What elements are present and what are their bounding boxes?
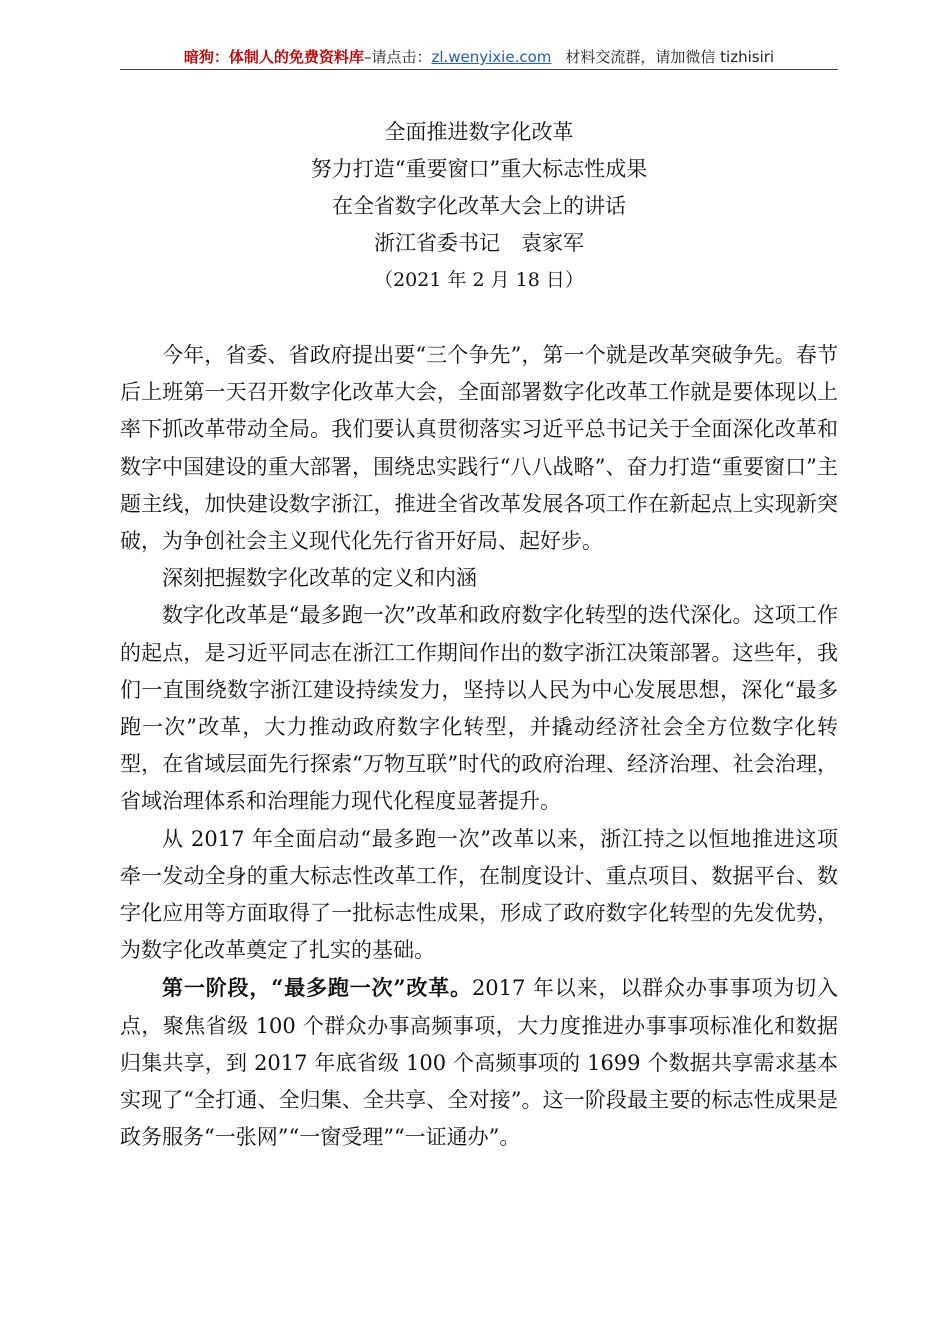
title-line-2: 努力打造“重要窗口”重大标志性成果 <box>310 157 648 181</box>
document-body <box>120 337 838 1156</box>
section-heading: 深刻把握数字化改革的定义和内涵 <box>162 566 477 591</box>
header-group-note: 材料交流群，请加微信 tizhisiri <box>565 48 775 66</box>
paragraph-3: 从 2017 年全面启动“最多跑一次”改革以来，浙江持之以恒地推进这项牵一发动全身的重大标志性改革工作，在制度设计、重点项目、数据平台、数字化应用等方面取得了一批标志性成果，形成了政府数字化转型的先发优势，为数字化改革奠定了扎实的基础。 <box>120 826 838 963</box>
stage-one-label: 第一阶段，“最多跑一次”改革。 <box>162 975 472 1001</box>
stage-one-text: 2017 年以来，以群众办事事项为切入点，聚焦省级 100 个群众办事高频事项，大力度推进办事事项标准化和数据归集共享，到 2017 年底省级 100 个高频事项的 1699 个数据共享需求基本实现了“全打通、全归集、全共享、全对接”。这一阶段最主要的标志性成果是政务服务“一张网”“一窗受理”“一证通办”。 <box>120 976 838 1150</box>
page-header <box>120 46 838 68</box>
header-link[interactable]: zl.wenyixie.com <box>431 48 552 66</box>
paragraph-2: 数字化改革是“最多跑一次”改革和政府数字化转型的迭代深化。这项工作的起点，是习近平同志在浙江工作期间作出的数字浙江决策部署。这些年，我们一直围绕数字浙江建设持续发力，坚持以人民为中心发展思想，深化“最多跑一次”改革，大力推动政府数字化转型，并撬动经济社会全方位数字化转型，在省域层面先行探索“万物互联”时代的政府治理、经济治理、社会治理，省域治理体系和治理能力现代化程度显著提升。 <box>120 603 838 814</box>
title-date: （2021 年 2 月 18 日） <box>374 269 584 291</box>
title-block <box>120 114 838 299</box>
paragraph-1: 今年，省委、省政府提出要“三个争先”，第一个就是改革突破争先。春节后上班第一天召开数字化改革大会，全面部署数字化改革工作就是要体现以上率下抓改革带动全局。我们要认真贯彻落实习近平总书记关于全面深化改革和数字中国建设的重大部署，围绕忠实践行“八八战略”、奋力打造“重要窗口”主题主线，加快建设数字浙江，推进全省改革发展各项工作在新起点上实现新突破，为争创社会主义现代化先行省开好局、起好步。 <box>120 343 838 554</box>
header-divider <box>120 69 838 70</box>
paragraph-4 <box>120 969 838 1156</box>
header-brand: 暗狗：体制人的免费资料库 <box>183 48 364 66</box>
title-line-3: 在全省数字化改革大会上的讲话 <box>332 194 626 218</box>
title-line-1: 全面推进数字化改革 <box>384 120 574 144</box>
header-prompt: –请点击： <box>363 48 432 66</box>
title-author: 浙江省委书记 袁家军 <box>374 231 584 255</box>
